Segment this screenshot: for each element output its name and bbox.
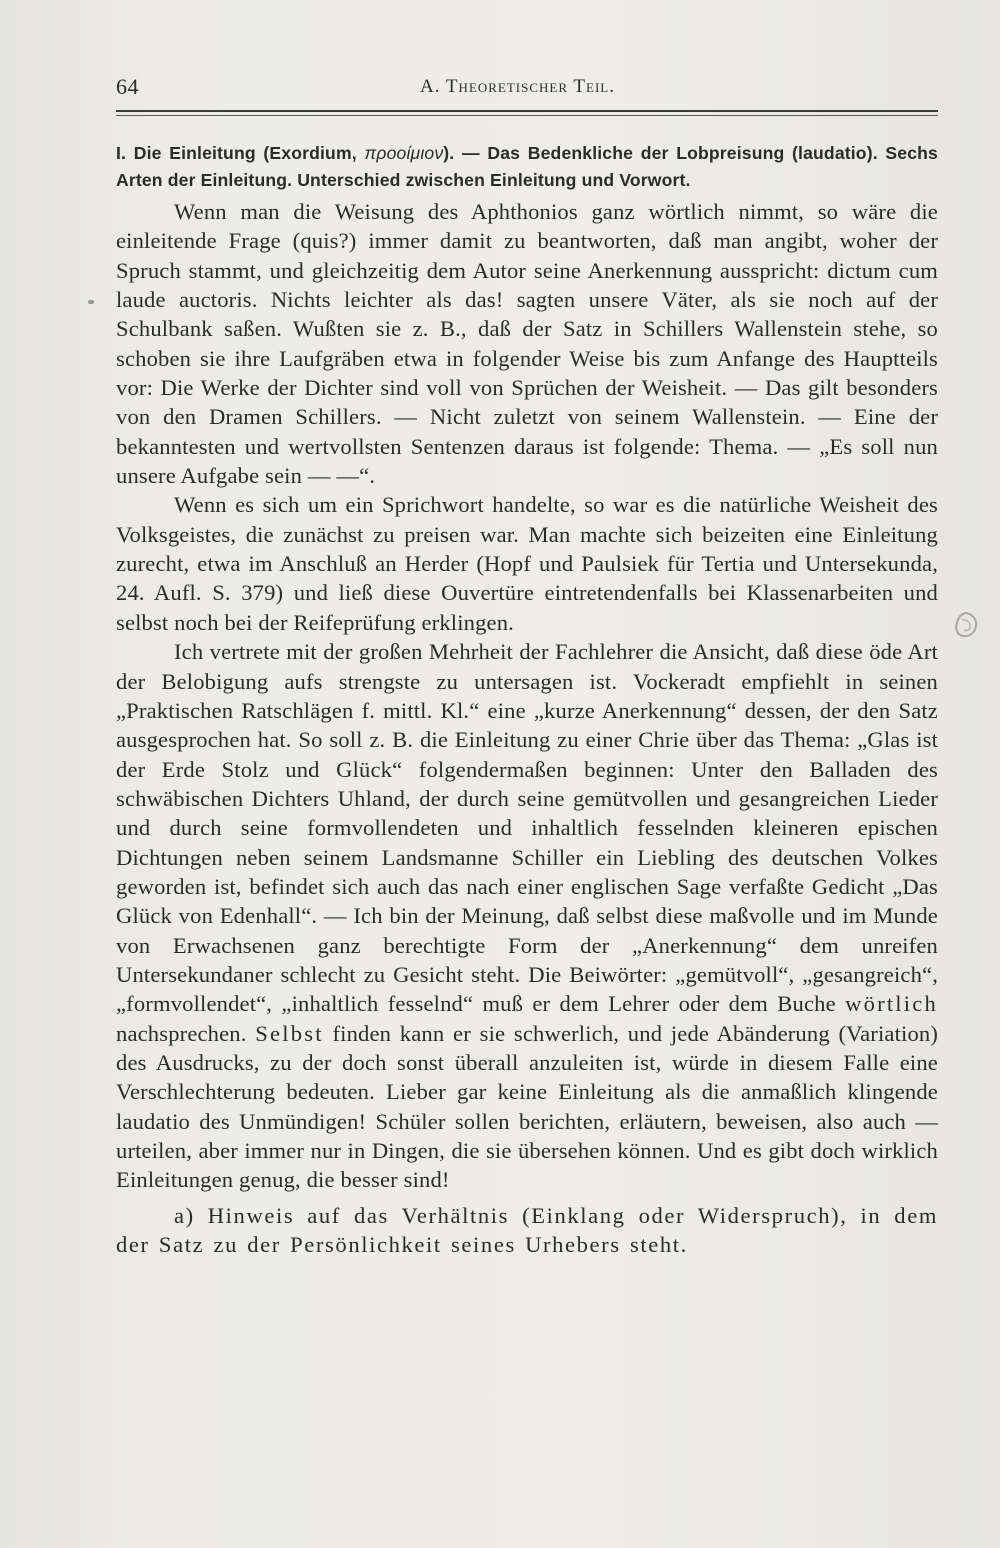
- paragraph-2: Wenn es sich um ein Sprichwort handelte, so war es die natürliche Weisheit des Volksgeistes, die zunächst zu preisen war. Man machte sich beizeiten eine Einleitung zurecht, etwa im Anschluß an Herder (Hopf und Paulsiek für Tertia und Untersekunda, 24. Aufl. S. 379) und ließ diese Ouvertüre eintretendenfalls bei Klassenarbeiten und selbst noch bei der Reifeprüfung erklingen.: [116, 492, 938, 635]
- emphasis-woertlich: wörtlich: [845, 991, 938, 1017]
- emphasis-selbst: Selbst: [255, 1020, 324, 1046]
- page-body: [116, 140, 938, 1259]
- header-rule: [116, 110, 938, 112]
- paragraph-3-text-a: Ich vertrete mit der großen Mehrheit der Fachlehrer die Ansicht, daß diese öde Art der Belobigung aufs strengste zu untersagen ist. Vockeradt empfiehlt in seinen „Praktischen Ratschlägen f. mittl. Kl.“ eine „kurze Anerkennung“ dessen, der den Satz ausgesprochen hat. So soll z. B. die Einleitung zu einer Chrie über das Thema: „Glas ist der Erde Stolz und Glück“ folgendermaßen beginnen: Unter den Balladen des schwäbischen Dichters Uhland, der durch seine gemütvollen und gesangreichen Lieder und durch seine formvollendeten und inhaltlich fesselnden kleineren epischen Dichtungen neben seinem Landsmanne Schiller ein Liebling des deutschen Volkes geworden ist, befindet sich auch das nach einer englischen Sage verfaßte Gedicht „Das Glück von Edenhall“. — Ich bin der Meinung, daß selbst diese maßvolle und im Munde von Erwachsenen ganz berechtigte Form der „Anerkennung“ dem unreifen Untersekundaner schlecht zu Gesicht steht. Die Beiwörter: „gemütvoll“, „gesangreich“, „formvollendet“, „inhaltlich fesselnd“ muß er dem Lehrer oder dem Buche: [116, 639, 938, 1017]
- header-rule-thin: [116, 115, 938, 116]
- paragraph-3-text-b: nachsprechen.: [116, 1020, 256, 1046]
- list-item-a: a) Hinweis auf das Verhältnis (Einklang oder Widerspruch), in dem der Satz zu der Persönlichkeit seines Urhebers steht.: [116, 1202, 938, 1258]
- heading-text-end: ). — Das Bedenkliche der Lobpreisung (laudatio). Sechs Arten der Einleitung. Unterschied zwischen Einleitung und Vorwort.: [116, 143, 938, 190]
- running-head: A. Theoretischer Teil.: [420, 76, 615, 97]
- paragraph-3: [116, 637, 938, 1195]
- section-heading: [116, 140, 938, 194]
- page-header: [116, 74, 938, 108]
- page-stain: [952, 610, 980, 640]
- margin-mark: [88, 300, 94, 304]
- heading-greek-term: προοίμιον: [364, 143, 444, 163]
- page-number: 64: [116, 74, 139, 99]
- paragraph-1: Wenn man die Weisung des Aphthonios ganz wörtlich nimmt, so wäre die einleitende Frage (quis?) immer damit zu beantworten, daß man angibt, woher der Spruch stammt, und gleichzeitig dem Autor seine Anerkennung ausspricht: dictum cum laude auctoris. Nichts leichter als das! sagten unsere Väter, als sie noch auf der Schulbank saßen. Wußten sie z. B., daß der Satz in Schillers Wallenstein stehe, so schoben sie ihre Laufgräben etwa in folgender Weise bis zum Anfange des Hauptteils vor: Die Werke der Dichter sind voll von Sprüchen der Weisheit. — Das gilt besonders von den Dramen Schillers. — Nicht zuletzt von seinem Wallenstein. — Eine der bekanntesten und wertvollsten Sentenzen daraus ist folgende: Thema. — „Es soll nun unsere Aufgabe sein — —“.: [116, 199, 938, 489]
- paragraph-3-text-c: finden kann er sie schwerlich, und jede Abänderung (Variation) des Ausdrucks, zu der doch sonst überall anzuleiten ist, würde in diesem Falle eine Verschlechterung bedeuten. Lieber gar keine Einleitung als die anmaßlich klingende laudatio des Unmündigen! Schüler sollen berichten, erläutern, beweisen, also auch — urteilen, aber immer nur in Dingen, die sie übersehen können. Und es gibt doch wirklich Einleitungen genug, die besser sind!: [116, 1020, 939, 1193]
- heading-text-start: I. Die Einleitung (Exordium,: [116, 143, 365, 163]
